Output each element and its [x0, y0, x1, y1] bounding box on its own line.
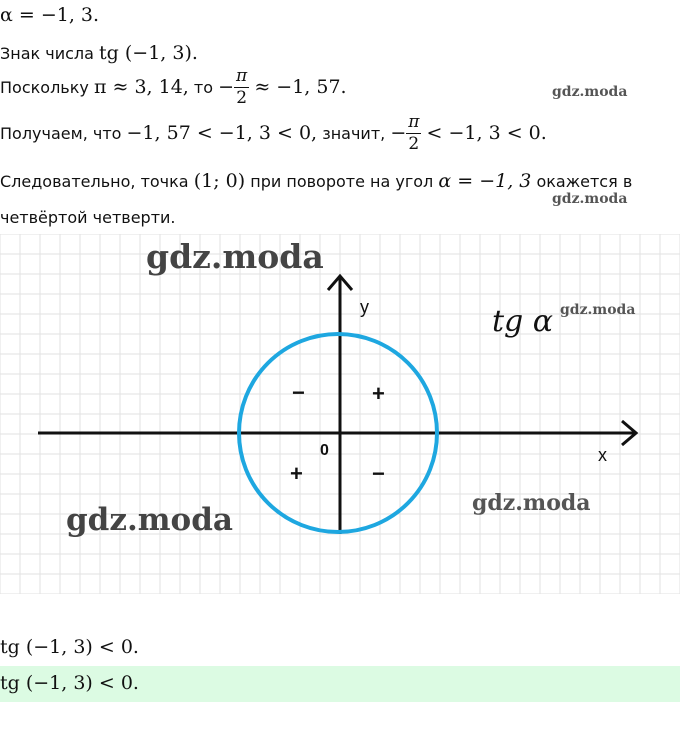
since-minus: − [218, 76, 235, 98]
since-text: Поскольку [0, 77, 89, 97]
x-axis-label: x [598, 445, 607, 465]
watermark: gdz.moda [560, 302, 636, 318]
conseq-line-2 [0, 208, 176, 227]
y-axis-label: y [360, 297, 369, 317]
conseq-text2: при повороте на угол [250, 172, 434, 191]
watermark: gdz.moda [552, 191, 628, 207]
fraction-denominator: 2 [408, 133, 420, 154]
conseq-text3: окажется в [536, 172, 633, 191]
q2-sign: − [292, 380, 305, 405]
fraction-numerator: π [408, 111, 420, 132]
unit-circle-figure [0, 234, 680, 594]
conseq-line2-text: четвёртой четверти. [0, 208, 176, 227]
watermark: gdz.moda [472, 490, 591, 516]
alpha-expr: α = −1, 3. [0, 4, 100, 26]
sign-expr: tg (−1, 3). [99, 42, 198, 64]
q3-sign: + [290, 461, 303, 486]
since-line [0, 62, 347, 112]
alpha-line [0, 4, 99, 26]
pi-over-two-fraction [406, 111, 421, 154]
conseq-text1: Следовательно, точка [0, 172, 189, 191]
conseq-angle: α = −1, 3 [438, 170, 532, 192]
fraction-numerator: π [236, 65, 248, 86]
get-means: значит, [322, 123, 386, 143]
pi-over-two-fraction [234, 65, 249, 108]
figure-title: tg α [492, 304, 554, 339]
since-to: то [193, 77, 214, 97]
q1-sign: + [372, 381, 385, 406]
origin-label: 0 [320, 442, 329, 459]
watermark: gdz.moda [66, 502, 233, 538]
get-text: Получаем, что [0, 123, 122, 143]
get-expr1: −1, 57 < −1, 3 < 0, [126, 122, 318, 144]
answer-highlighted: tg (−1, 3) < 0. [0, 672, 139, 694]
get-minus: − [390, 122, 407, 144]
get-line [0, 108, 547, 158]
sign-text: Знак числа [0, 44, 94, 63]
sign-line [0, 42, 198, 64]
conseq-point: (1; 0) [193, 170, 246, 192]
watermark: gdz.moda [146, 237, 324, 276]
watermark: gdz.moda [552, 84, 628, 100]
answer-plain: tg (−1, 3) < 0. [0, 636, 139, 658]
fraction-denominator: 2 [236, 87, 248, 108]
conseq-line [0, 170, 632, 192]
q4-sign: − [372, 461, 385, 486]
since-expr2: ≈ −1, 57. [254, 76, 347, 98]
since-expr1: π ≈ 3, 14, [93, 76, 189, 98]
get-expr2: < −1, 3 < 0. [426, 122, 547, 144]
